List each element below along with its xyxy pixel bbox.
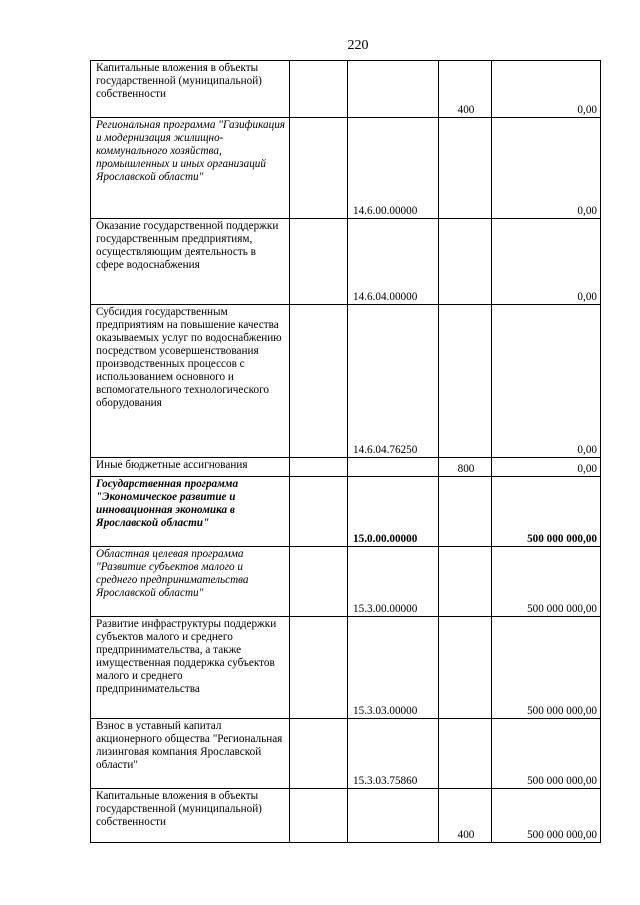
row-type — [439, 477, 492, 547]
table-row — [91, 547, 601, 617]
empty-cell — [290, 789, 348, 843]
row-amount: 500 000 000,00 — [492, 547, 601, 617]
row-type — [439, 219, 492, 305]
row-type — [439, 305, 492, 458]
row-amount: 0,00 — [492, 219, 601, 305]
table-row — [91, 219, 601, 305]
row-code: 15.0.00.00000 — [348, 477, 439, 547]
table-row — [91, 61, 601, 118]
row-name: Капитальные вложения в объекты государственной (муниципальной) собственности — [91, 61, 290, 118]
budget-table — [90, 60, 601, 843]
row-amount: 500 000 000,00 — [492, 719, 601, 789]
empty-cell — [290, 458, 348, 477]
row-code: 15.3.03.75860 — [348, 719, 439, 789]
row-type — [439, 547, 492, 617]
table-row — [91, 719, 601, 789]
empty-cell — [290, 547, 348, 617]
table-row — [91, 305, 601, 458]
row-name: Субсидия государственным предприятиям на повышение качества оказываемых услуг по водоснабжению посредством усовершенствования производственных процессов с использованием основного и вспомогательного технологического оборудования — [91, 305, 290, 458]
row-type: 400 — [439, 789, 492, 843]
row-amount: 0,00 — [492, 305, 601, 458]
row-code: 14.6.04.00000 — [348, 219, 439, 305]
empty-cell — [290, 61, 348, 118]
row-code: 15.3.00.00000 — [348, 547, 439, 617]
row-code: 14.6.04.76250 — [348, 305, 439, 458]
row-name: Капитальные вложения в объекты государственной (муниципальной) собственности — [91, 789, 290, 843]
row-name: Оказание государственной поддержки государственным предприятиям, осуществляющим деятельность в сфере водоснабжения — [91, 219, 290, 305]
row-code: 15.3.03.00000 — [348, 617, 439, 719]
row-amount: 0,00 — [492, 118, 601, 219]
row-type: 400 — [439, 61, 492, 118]
row-type: 800 — [439, 458, 492, 477]
row-amount: 0,00 — [492, 458, 601, 477]
row-type — [439, 617, 492, 719]
row-code: 14.6.00.00000 — [348, 118, 439, 219]
empty-cell — [290, 477, 348, 547]
row-code — [348, 789, 439, 843]
row-type — [439, 118, 492, 219]
empty-cell — [290, 617, 348, 719]
table-row — [91, 118, 601, 219]
row-type — [439, 719, 492, 789]
row-name: Государственная программа "Экономическое развитие и инновационная экономика в Ярославской области" — [91, 477, 290, 547]
row-name: Областная целевая программа "Развитие субъектов малого и среднего предпринимательства Ярославской области" — [91, 547, 290, 617]
row-name: Развитие инфраструктуры поддержки субъектов малого и среднего предпринимательства, а также имущественная поддержка субъектов малого и среднего предпринимательства — [91, 617, 290, 719]
row-amount: 0,00 — [492, 61, 601, 118]
row-amount: 500 000 000,00 — [492, 617, 601, 719]
table-row — [91, 477, 601, 547]
row-name: Взнос в уставный капитал акционерного общества "Региональная лизинговая компания Ярославской области" — [91, 719, 290, 789]
row-amount: 500 000 000,00 — [492, 789, 601, 843]
row-name: Иные бюджетные ассигнования — [91, 458, 290, 477]
page-number: 220 — [347, 38, 369, 53]
row-name: Региональная программа "Газификация и модернизация жилищно-коммунального хозяйства, промышленных и иных организаций Ярославской области" — [91, 118, 290, 219]
table-row — [91, 789, 601, 843]
empty-cell — [290, 118, 348, 219]
empty-cell — [290, 219, 348, 305]
empty-cell — [290, 719, 348, 789]
table-row — [91, 458, 601, 477]
empty-cell — [290, 305, 348, 458]
table-row — [91, 617, 601, 719]
row-amount: 500 000 000,00 — [492, 477, 601, 547]
row-code — [348, 61, 439, 118]
row-code — [348, 458, 439, 477]
